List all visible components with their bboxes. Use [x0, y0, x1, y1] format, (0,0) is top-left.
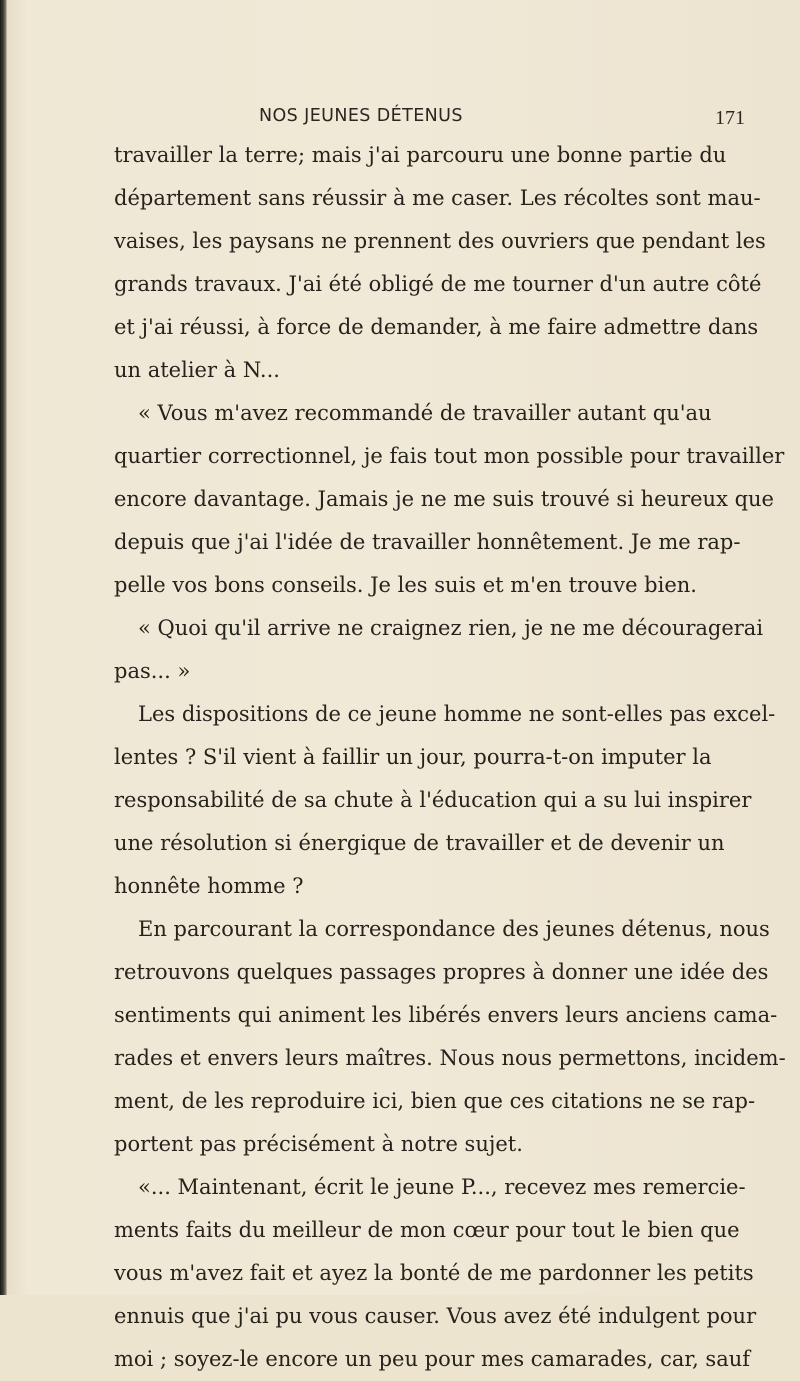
page-number: 171 [715, 107, 745, 129]
text-line: grands travaux. J'ai été obligé de me tourner d'un autre côté [114, 272, 762, 296]
text-line: «... Maintenant, écrit le jeune P..., recevez mes remercie- [138, 1175, 746, 1199]
text-line: ment, de les reproduire ici, bien que ces citations ne se rap- [114, 1089, 756, 1113]
text-line: ments faits du meilleur de mon cœur pour tout le bien que [114, 1218, 740, 1242]
text-line: pelle vos bons conseils. Je les suis et m'en trouve bien. [114, 573, 697, 597]
text-line: une résolution si énergique de travailler et de devenir un [114, 831, 725, 855]
text-line: encore davantage. Jamais je ne me suis trouvé si heureux que [114, 487, 774, 511]
text-line: un atelier à N... [114, 358, 280, 382]
page-header [0, 106, 800, 136]
text-line: Les dispositions de ce jeune homme ne sont-elles pas excel- [138, 702, 776, 726]
text-line: En parcourant la correspondance des jeunes détenus, nous [138, 917, 770, 941]
text-line: retrouvons quelques passages propres à donner une idée des [114, 960, 769, 984]
text-line: travailler la terre; mais j'ai parcouru une bonne partie du [114, 143, 727, 167]
text-line: et j'ai réussi, à force de demander, à me faire admettre dans [114, 315, 759, 339]
body-text [114, 134, 786, 1381]
text-line: vaises, les paysans ne prennent des ouvriers que pendant les [114, 229, 766, 253]
text-line: lentes ? S'il vient à faillir un jour, pourra-t-on imputer la [114, 745, 712, 769]
text-line: moi ; soyez-le encore un peu pour mes camarades, car, sauf [114, 1347, 751, 1371]
text-line: honnête homme ? [114, 874, 304, 898]
text-line: département sans réussir à me caser. Les récoltes sont mau- [114, 186, 761, 210]
text-line: sentiments qui animent les libérés envers leurs anciens cama- [114, 1003, 778, 1027]
binding-edge [0, 0, 7, 1295]
text-line: responsabilité de sa chute à l'éducation qui a su lui inspirer [114, 788, 752, 812]
text-line: quartier correctionnel, je fais tout mon possible pour travailler [114, 444, 785, 468]
text-line: portent pas précisément à notre sujet. [114, 1132, 523, 1156]
text-line: ennuis que j'ai pu vous causer. Vous avez été indulgent pour [114, 1304, 757, 1328]
text-line: rades et envers leurs maîtres. Nous nous permettons, incidem- [114, 1046, 786, 1070]
text-line: vous m'avez fait et ayez la bonté de me pardonner les petits [114, 1261, 754, 1285]
text-line: depuis que j'ai l'idée de travailler honnêtement. Je me rap- [114, 530, 741, 554]
text-line: pas... » [114, 659, 191, 683]
text-line: « Vous m'avez recommandé de travailler autant qu'au [138, 401, 712, 425]
running-title: NOS JEUNES DÉTENUS [259, 106, 463, 126]
text-line: « Quoi qu'il arrive ne craignez rien, je ne me découragerai [138, 616, 764, 640]
